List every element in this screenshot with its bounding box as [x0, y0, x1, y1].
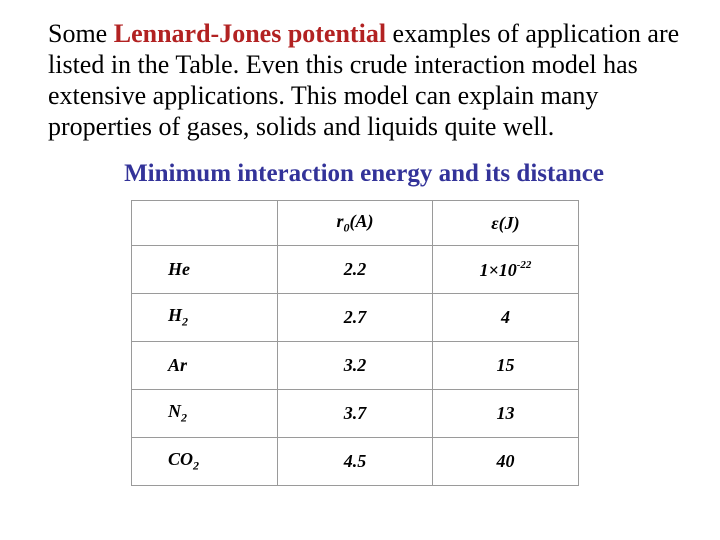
epsilon-exponent: -22 [516, 258, 532, 271]
epsilon-value: 40 [496, 451, 515, 471]
epsilon-cell [432, 342, 578, 390]
lj-parameters-table [131, 200, 579, 486]
gas-name: N [168, 401, 181, 422]
gas-name: Ar [168, 355, 188, 375]
epsilon-cell [432, 438, 578, 486]
header-epsilon [432, 201, 578, 246]
intro-pre-text: Some [48, 19, 114, 48]
gas-name-cell [132, 246, 278, 294]
table-header-row [132, 201, 579, 246]
intro-highlight-term: Lennard-Jones potential [113, 19, 387, 48]
r0-value: 4.5 [278, 438, 433, 486]
epsilon-value: 4 [500, 307, 510, 327]
epsilon-value: 1×10 [479, 259, 517, 280]
header-epsilon-unit: (J) [498, 212, 520, 233]
header-r0-subscript: 0 [343, 220, 350, 235]
gas-name-subscript: 2 [181, 410, 187, 425]
header-r0-unit: (A) [349, 210, 374, 231]
r0-value: 3.2 [278, 342, 433, 390]
gas-name-cell [132, 438, 278, 486]
header-r0 [278, 201, 433, 246]
epsilon-cell [432, 390, 578, 438]
header-r0-symbol: r [336, 210, 344, 231]
epsilon-cell [432, 246, 578, 294]
r0-value: 3.7 [278, 390, 433, 438]
table-row [132, 438, 579, 486]
epsilon-value: 15 [496, 355, 515, 375]
gas-name-subscript: 2 [193, 458, 200, 473]
gas-name: H [168, 305, 183, 326]
epsilon-cell [432, 294, 578, 342]
intro-post-text: examples of application are listed in the Table. Even this crude interaction model has extensive applications. This model can explain many properties of gases, solids and liquids quite well. [48, 19, 680, 141]
header-empty-cell [132, 201, 278, 246]
gas-name: He [168, 259, 190, 279]
gas-name: CO [168, 449, 194, 470]
epsilon-value: 13 [496, 403, 515, 423]
header-epsilon-symbol: ε [491, 212, 499, 233]
gas-name-cell [132, 342, 278, 390]
gas-name-cell [132, 294, 278, 342]
gas-name-cell [132, 390, 278, 438]
gas-name-subscript: 2 [182, 314, 189, 329]
r0-value: 2.7 [278, 294, 433, 342]
table-row [132, 294, 579, 342]
table-row [132, 342, 579, 390]
r0-value: 2.2 [278, 246, 433, 294]
table-row [132, 390, 579, 438]
table-row [132, 246, 579, 294]
intro-paragraph [48, 18, 698, 142]
table-title: Minimum interaction energy and its distance [124, 160, 604, 187]
